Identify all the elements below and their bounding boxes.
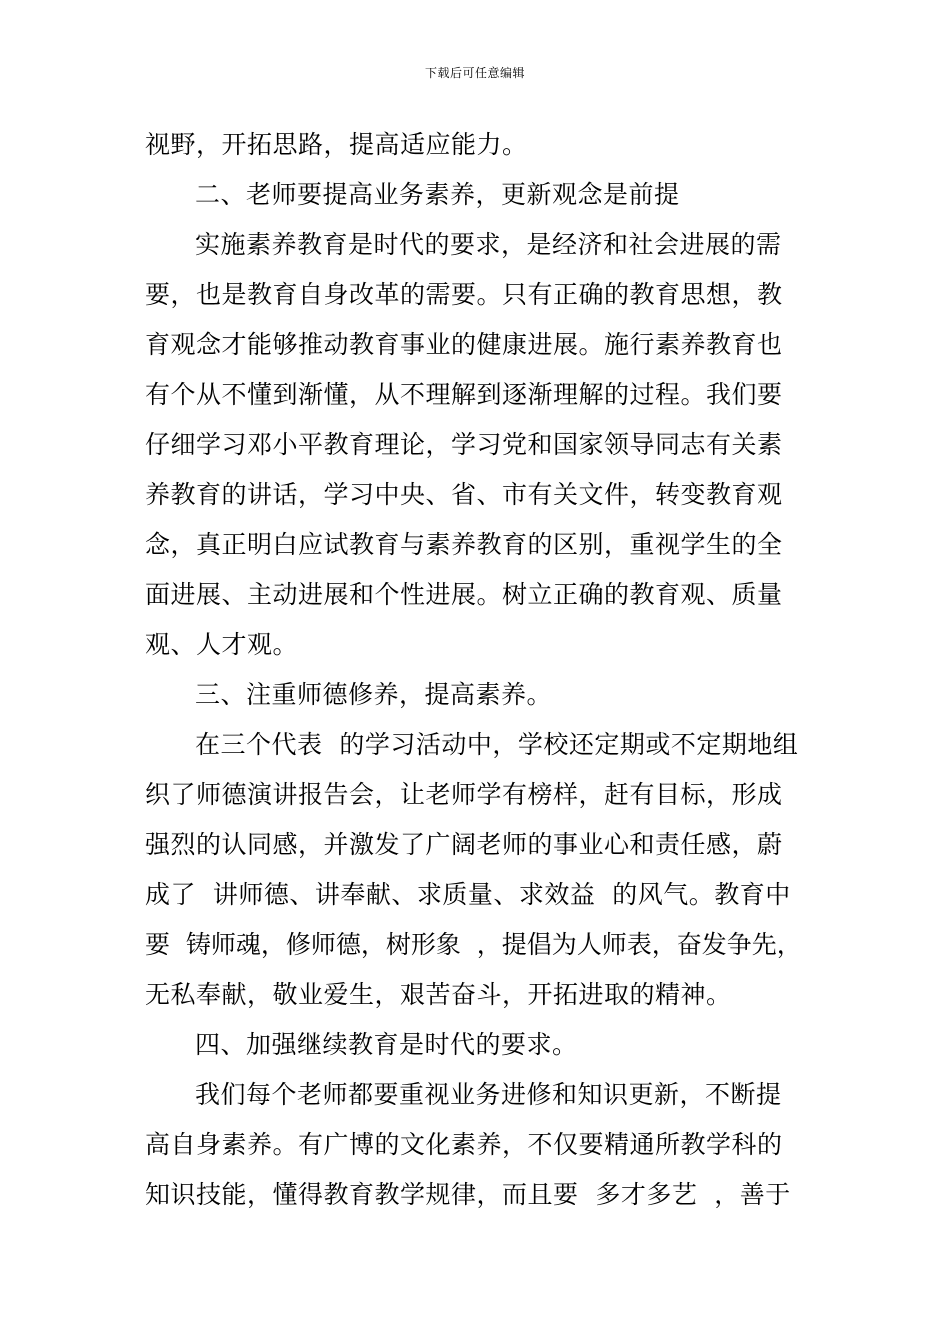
text-line-4: 要，也是教育自身改革的需要。只有正确的教育思想，教: [145, 280, 783, 309]
text-line-13: 在三个代表 的学习活动中，学校还定期或不定期地组: [195, 730, 799, 759]
text-line-22: 知识技能，懂得教育教学规律，而且要 多才多艺 ，善于: [145, 1180, 791, 1209]
text-line-5: 育观念才能够推动教育事业的健康进展。施行素养教育也: [145, 330, 783, 359]
text-line-1: 视野，开拓思路，提高适应能力。: [145, 130, 528, 159]
text-line-21: 高自身素养。有广博的文化素养，不仅要精通所教学科的: [145, 1130, 783, 1159]
text-line-9: 念，真正明白应试教育与素养教育的区别，重视学生的全: [145, 530, 783, 559]
text-line-11: 观、人才观。: [145, 630, 299, 659]
text-line-16: 成了 讲师德、讲奉献、求质量、求效益 的风气。教育中: [145, 880, 791, 909]
page-header-note: 下载后可任意编辑: [424, 66, 525, 80]
section-heading-3: 三、注重师德修养，提高素养。: [195, 680, 553, 709]
text-line-8: 养教育的讲话，学习中央、省、市有关文件，转变教育观: [145, 480, 783, 509]
section-heading-4: 四、加强继续教育是时代的要求。: [195, 1030, 578, 1059]
text-line-18: 无私奉献，敬业爱生，艰苦奋斗，开拓进取的精神。: [145, 980, 732, 1009]
document-body: [145, 120, 835, 1220]
text-line-15: 强烈的认同感，并激发了广阔老师的事业心和责任感，蔚: [145, 830, 783, 859]
text-line-10: 面进展、主动进展和个性进展。树立正确的教育观、质量: [145, 580, 783, 609]
text-line-6: 有个从不懂到渐懂，从不理解到逐渐理解的过程。我们要: [145, 380, 783, 409]
section-heading-2: 二、老师要提高业务素养，更新观念是前提: [195, 180, 680, 209]
text-line-20: 我们每个老师都要重视业务进修和知识更新，不断提: [195, 1080, 782, 1109]
text-line-17: 要 铸师魂，修师德，树形象 ，提倡为人师表，奋发争先，: [145, 930, 802, 959]
text-line-3: 实施素养教育是时代的要求，是经济和社会进展的需: [195, 230, 782, 259]
text-line-14: 织了师德演讲报告会，让老师学有榜样，赶有目标，形成: [145, 780, 783, 809]
text-line-7: 仔细学习邓小平教育理论，学习党和国家领导同志有关素: [145, 430, 783, 459]
